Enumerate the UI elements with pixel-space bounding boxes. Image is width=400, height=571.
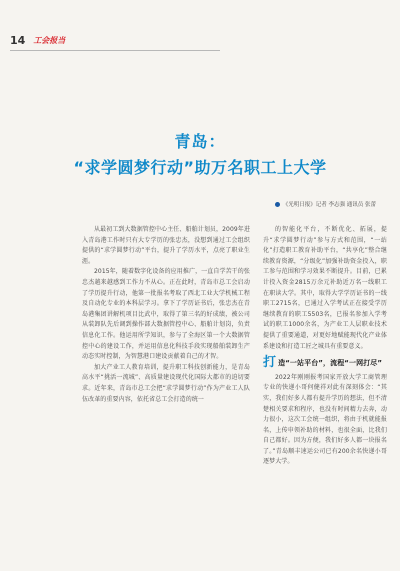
page-header [10, 34, 65, 47]
subhead-initial: 打 [263, 355, 277, 371]
header-divider [10, 50, 220, 51]
paragraph: 2022年刚刚报考国家开放大学工商管理专业的快递小哥何健祥对此有深刻体会：“其实，我们好多人都有提升学历的想法，但不清楚相关要求和程序，也没有时间精力去奔，动力很小，这次工会统一组织，将由于机就能报名，上传申领补助的材料，也很全面，比我们自己都好。因为方便，我们好多人都一块报名了。”青岛顺丰速运公司已有200余名快递小哥逐梦大学。 [263, 373, 387, 466]
byline-text: 《光明日报》记者 李志强 通讯员 张蕾 [282, 202, 376, 208]
subhead-text: 造“一站平台”，流程“一网打尽” [278, 359, 383, 368]
right-column [263, 225, 387, 468]
byline-bullet-icon [275, 202, 280, 207]
paragraph: 的智能化平台，不断优化、拓展，提升“求学圆梦行动”参与方式和范围，“一站化”打造职工教育补助平台，“共享化”整合继续教育资源，“分级化”加强补助资金投入，职工参与范围和学习效果不断提升。目前，已累计投入资金2815万余元补助近万名一线职工在职读大学。其中，取得大学学历证书的一线职工2715名，已通过入学考试正在接受学历继续教育的职工5503名，已报名参加入学考试的职工1000余名，为产业工人层职业技术提供了重要通道，对更好地赋能现代化产业体系建设和打造工匠之城具有重要意义。 [263, 226, 387, 350]
article-title-line1: 青岛： [174, 132, 226, 151]
byline [275, 200, 376, 208]
section-subhead [263, 355, 387, 371]
paragraph: 从最初工到大数据管控中心主任、船舶计划员，2009年进入青岛港工作时只有大专学历的张忠杰，没想到通过工会组织提供的“求学圆梦行动”平台，提升了学历水平，点亮了职业生涯。 [82, 226, 250, 265]
paragraph: 加大产业工人教育培训，提升职工科技创新能力，是青岛高水平“挑活一流城”、高质量建设现代化国际大都市的迫切要求。近年来，青岛市总工会把“求学圆梦行动”作为产业工人队伍改革的重要内容，依托省总工会打造的统一 [82, 363, 250, 403]
paragraph: 2015年，随着数字化设备的应用推广，一直自学苦干的张忠杰越来越感到工作力不从心。正在此时，青岛市总工会启动了学历提升行动，他第一批报名考取了西北工业大学机械工程及自动化专业的本科层学习。拿下了学历证书后，张忠杰在青岛港集团讲解机项目比武中，取得了第三名的好成绩，被公司从装卸队先后调到操作部大数据管控中心、船舶计划岗，负责信息化工作。他运用所学知识，参与了全海区第一个大数据管控中心的建设工作，并运用信息化科技手段实现船舶装卸生产动态实时控制，为智慧港口建设贡献着自己的才智。 [82, 268, 250, 361]
article-title-line2: “求学圆梦行动”助万名职工上大学 [73, 158, 327, 177]
left-column [82, 225, 250, 405]
section-name: 工会报当 [33, 36, 66, 45]
page-number: 14 [10, 34, 26, 47]
